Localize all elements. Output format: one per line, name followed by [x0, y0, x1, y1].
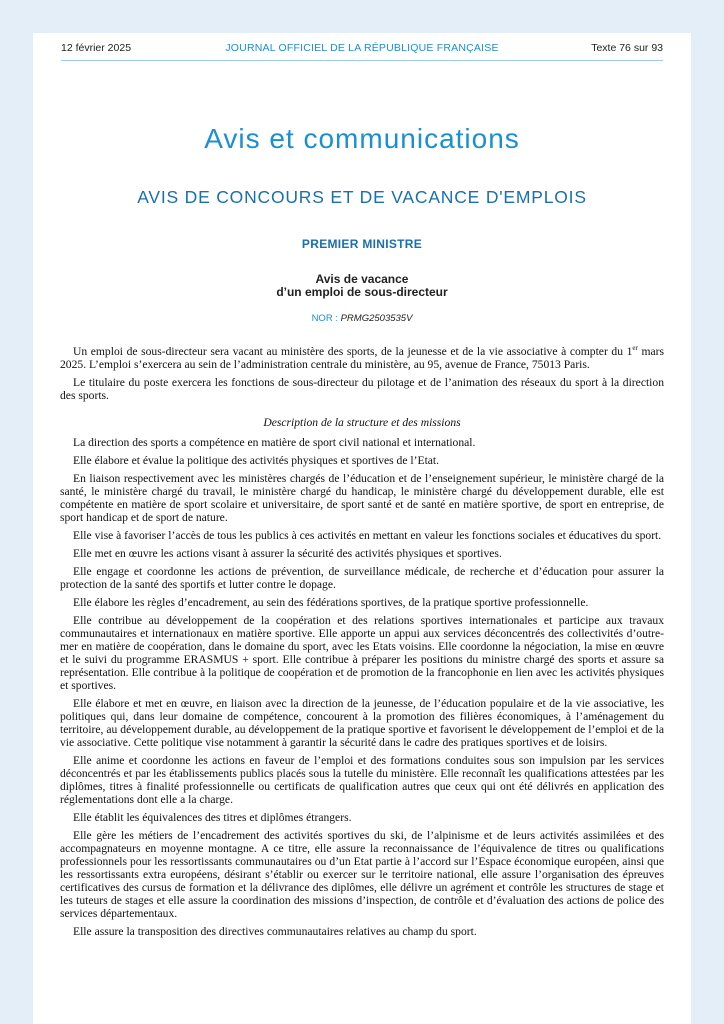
- header-date: 12 février 2025: [61, 42, 132, 54]
- body-paragraph: Elle gère les métiers de l’encadrement des activités sportives du ski, de l’alpinisme et de leurs activités assimilées et des accompagnateurs en moyenne montagne. A ce titre, elle assure la reconnaissance de l’équivalence de titres ou qualifications professionnels pour les ressortissants communautaires ou d’un Etat partie à l’accord sur l’Espace économique européen, ainsi que les ressortissants extra européens, désirant s’établir ou exercer sur le territoire national, elle assure l’organisation des épreuves certificatives des cursus de formation et la délivrance des diplômes, elle délivre un agrément et contrôle les structures de stage et les tuteurs de stages et elle assure la coordination des missions d’inspection, de contrôle et d’évaluation des actions de police des services départementaux.: [60, 829, 664, 920]
- intro-text-part-1: Un emploi de sous-directeur sera vacant au ministère des sports, de la jeunesse et de la vie associative à compter du 1: [73, 345, 633, 358]
- body-paragraph: Elle assure la transposition des directives communautaires relatives au champ du sport.: [73, 925, 477, 938]
- intro-paragraph-1: [60, 345, 664, 371]
- body-paragraph: Elle élabore et met en œuvre, en liaison avec la direction de la jeunesse, de l’éducation populaire et de la vie associative, les politiques qui, dans leur domaine de compétence, concourent à la promotion des filières économiques, à l’aménagement du territoire, au développement durable, au développement de la pratique sportive et favorisent le développement de l’emploi et de la vie associative. Cette politique vise notamment à garantir la sécurité dans le cadre des pratiques sportives et de loisirs.: [60, 697, 664, 749]
- description-heading: Description de la structure et des missions: [263, 416, 461, 429]
- intro-text-part-2: mars 2025. L’emploi s’exercera au sein de l’administration centrale du ministère, au 95, avenue de France, 75013 Paris.: [60, 345, 664, 371]
- subsection-title: AVIS DE CONCOURS ET DE VACANCE D'EMPLOIS: [137, 187, 587, 207]
- avis-title-line-2: d’un emploi de sous-directeur: [276, 285, 448, 299]
- header-divider: [61, 60, 663, 61]
- nor-reference: [33, 313, 691, 324]
- body-paragraph: Elle vise à favoriser l’accès de tous les publics à ces activités en mettant en valeur les fonctions sociales et éducatives du sport.: [73, 529, 662, 542]
- nor-label: NOR :: [311, 313, 341, 324]
- left-margin-band: [0, 0, 33, 1024]
- document-body: [60, 345, 664, 943]
- header-journal-title: JOURNAL OFFICIEL DE LA RÉPUBLIQUE FRANÇAISE: [225, 42, 499, 54]
- avis-title: [33, 273, 691, 299]
- body-paragraph: Elle engage et coordonne les actions de prévention, de surveillance médicale, de recherche et d’éducation pour assurer la protection de la santé des sportifs et lutter contre le dopage.: [60, 565, 664, 591]
- body-paragraph: Elle contribue au développement de la coopération et des relations sportives internationales et participe aux travaux communautaires et internationaux en matière sportive. Elle apporte un appui aux services déconcentrés des collectivités d’outre-mer en matière de coopération, dans le domaine du sport, avec les Etats voisins. Elle coordonne la négociation, la mise en œuvre et le suivi du programme ERASMUS + sport. Elle contribue à préparer les positions du ministre chargé des sports et assure sa représentation. Elle contribue à la politique de coopération et de promotion de la francophonie en lien avec les activités physiques et sportives.: [60, 614, 664, 692]
- header-text-number: Texte 76 sur 93: [591, 42, 663, 54]
- body-paragraph: Elle élabore les règles d’encadrement, au sein des fédérations sportives, de la pratique sportive professionnelle.: [73, 596, 589, 609]
- body-paragraph: Elle établit les équivalences des titres et diplômes étrangers.: [73, 811, 352, 824]
- page-header: [61, 42, 663, 58]
- document-page: [33, 33, 691, 1024]
- ordinal-superscript: er: [632, 344, 638, 353]
- avis-title-line-1: Avis de vacance: [315, 272, 409, 286]
- body-paragraph: En liaison respectivement avec les ministères chargés de l’éducation et de l’enseignement supérieur, le ministère chargé de la santé, le ministère chargé du travail, le ministère chargé du handicap, le ministère chargé du développement durable, elle est compétente en matière de sport scolaire et universitaire, de sport santé et de santé en matière sportive, de sport en entreprise, de sport handicap et de sport de nature.: [60, 472, 664, 524]
- right-margin-band: [691, 0, 724, 1024]
- nor-code: PRMG2503535V: [340, 313, 413, 324]
- intro-paragraph-2: Le titulaire du poste exercera les fonctions de sous-directeur du pilotage et de l’animation des réseaux du sport à la direction des sports.: [60, 376, 664, 402]
- body-paragraph: Elle anime et coordonne les actions en faveur de l’emploi et des formations conduites sous son impulsion par les services déconcentrés et par les établissements publics placés sous la tutelle du ministère. Elle reconnaît les qualifications attestées par les diplômes, titres à finalité professionnelle ou certificats de qualification autres que ceux qui ont été délivrés en application des réglementations dont elle a la charge.: [60, 754, 664, 806]
- body-paragraph: Elle met en œuvre les actions visant à assurer la sécurité des activités physiques et sportives.: [73, 547, 502, 560]
- body-paragraph: La direction des sports a compétence en matière de sport civil national et international.: [73, 436, 476, 449]
- section-title: Avis et communications: [204, 123, 520, 154]
- ministry-heading: PREMIER MINISTRE: [301, 237, 423, 251]
- top-margin-band: [0, 0, 724, 33]
- body-paragraph: Elle élabore et évalue la politique des activités physiques et sportives de l’Etat.: [73, 454, 440, 467]
